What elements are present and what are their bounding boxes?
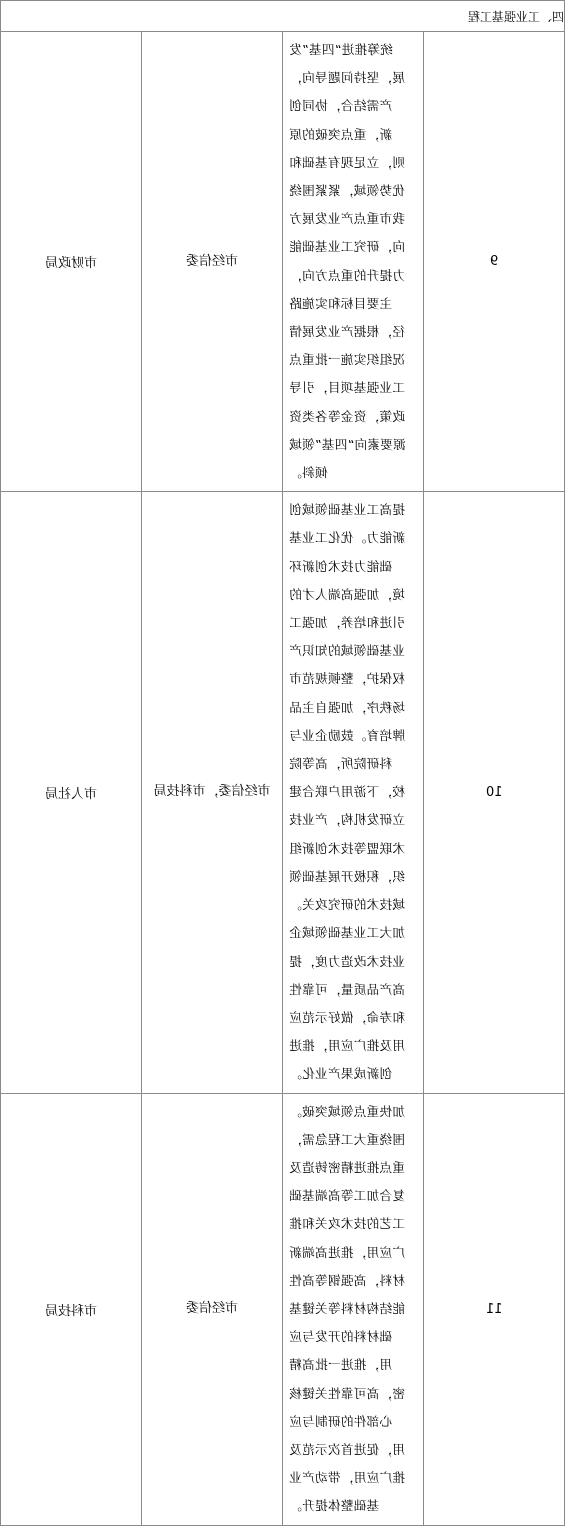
row-number: 9 (489, 254, 499, 270)
lead-department: 市财政局 (44, 256, 97, 272)
co-department-cell (142, 1093, 283, 1525)
co-department-cell (142, 492, 283, 1093)
table-row (1, 1093, 565, 1525)
co-department: 市经信委 (185, 1301, 238, 1317)
task-content: 统筹推进“四基”发展，坚持问题导向，产需结合，协同创新，重点突破的原则，立足现有基础和优势领域，紧紧围绕我市重点产业发展方向，研究工业基础能力提升的重点方向，主要目标和实施路径，根据产业发展情况组织实施一批重点工业强基项目，引导政策，资金等各类资源要素向“四基”领域倾斜。 (289, 42, 406, 481)
co-department: 市经信委 (185, 253, 238, 269)
row-number: 10 (485, 784, 503, 800)
section-header-row (1, 1, 565, 32)
task-content: 提高工业基础领域创新能力。优化工业基础能力技术创新环境，加强高端人才的引进和培养，加强工业基础领域的知识产权保护，整顿规范市场秩序，加强自主品牌培育。鼓励企业与科研院所，高等院校，下游用户联合建立研发机构，产业技术联盟等技术创新组织，积极开展基础领域技术的研究攻关。加大工业基础领域企业技术改造力度，提高产品质量，可靠性和寿命，做好示范应用及推广应用，推进创新成果产业化。 (289, 502, 406, 1082)
lead-department: 市科技局 (44, 1303, 97, 1319)
co-department-cell (142, 32, 283, 492)
section-title-cell (1, 1, 565, 32)
lead-department: 市人社局 (44, 786, 97, 802)
row-number-cell (424, 32, 565, 492)
task-content-cell (283, 32, 424, 492)
section-title: 四、工业强基工程 (467, 9, 564, 24)
table-row (1, 492, 565, 1093)
lead-department-cell (1, 1093, 142, 1525)
task-content-cell (283, 1093, 424, 1525)
lead-department-cell (1, 492, 142, 1093)
task-content: 加快重点领域突破。围绕重大工程急需，重点推进精密铸造及复合加工等高端基础工艺的技术攻关和推广应用，推进高端新材料，高强钢等高性能结构材料等关键基础材料的开发与应用，推进一批高精密，高可靠性关键核心部件的研制与应用，促进首次示范及推广应用，带动产业基础整体提升。 (289, 1103, 406, 1514)
table-row (1, 32, 565, 492)
row-number-cell (424, 1093, 565, 1525)
co-department: 市经信委，市科技局 (153, 784, 271, 800)
row-number-cell (424, 492, 565, 1093)
lead-department-cell (1, 32, 142, 492)
row-number: 11 (485, 1301, 503, 1317)
task-content-cell (283, 492, 424, 1093)
